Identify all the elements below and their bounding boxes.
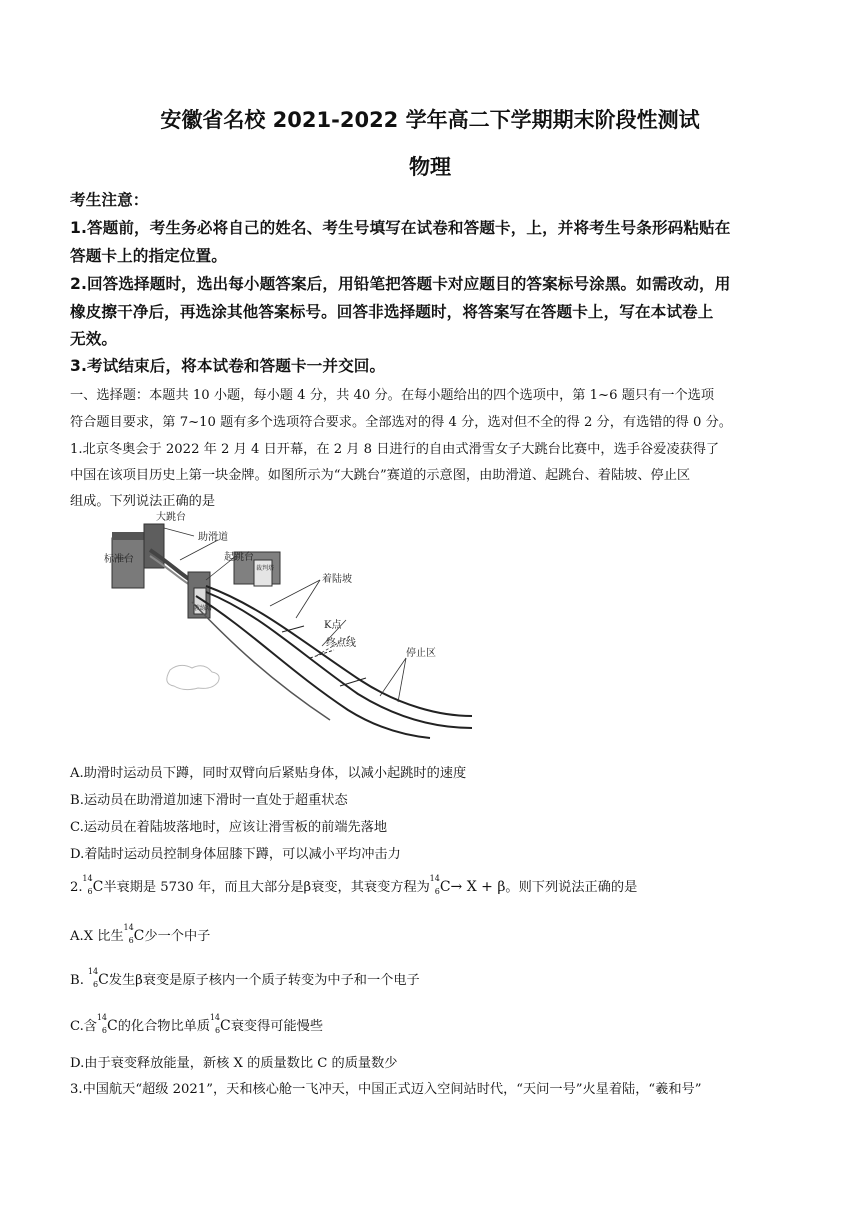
label-takeoff: 起跳台 [224,552,254,563]
isotope-c14: 14 6 [429,874,440,896]
label-tower: 标准台 [104,554,134,565]
notice-line-3: 2.回答选择题时，选出每小题答案后，用铅笔把答题卡对应题目的答案标号涂黑。如需改动，用 [70,275,731,293]
q1-option-d: D.着陆时运动员控制身体屈膝下蹲，可以减小平均冲击力 [70,847,401,862]
section-intro-1: 一、选择题：本题共 10 小题，每小题 4 分，共 40 分。在每小题给出的四个选项中，第 1~6 题只有一个选项 [70,388,715,403]
notice-line-5: 无效。 [70,330,118,348]
q1-option-b: B.运动员在助滑道加速下滑时一直处于超重状态 [70,793,348,808]
q1-stem-2: 中国在该项目历史上第一块金牌。如图所示为“大跳台”赛道的示意图，由助滑道、起跳台、着陆坡、停止区 [70,468,691,483]
q1-option-a: A.助滑时运动员下蹲，同时双臂向后紧贴身体，以减小起跳时的速度 [70,766,467,781]
notice-line-6: 3.考试结束后，将本试卷和答题卡一并交回。 [70,357,386,375]
q1-stem-3: 组成。下列说法正确的是 [70,494,216,509]
notice-line-1: 1.答题前，考生务必将自己的姓名、考生号填写在试卷和答题卡，上，并将考生号条形码粘贴在 [70,219,731,237]
notice-line-4: 橡皮擦干净后，再选涂其他答案标号。回答非选择题时，将答案写在答题卡上，写在本试卷上 [70,303,714,321]
label-k-point: K点 [324,620,342,631]
q3-stem: 3.中国航天“超级 2021”，天和核心舱一飞冲天，中国正式迈入空间站时代，“天问一号”火星着陆，“羲和号” [70,1082,702,1097]
q1-option-c: C.运动员在着陆坡落地时，应该让滑雪板的前端先落地 [70,820,388,835]
exam-subject: 物理 [409,155,451,179]
q2-option-c: C.含 14 6 C的化合物比单质 14 6 C衰变得可能慢些 [70,1013,324,1035]
q2-number: 2. [70,880,83,895]
q2-option-b: B. 14 6 C发生β衰变是原子核内一个质子转变为中子和一个电子 [70,967,420,989]
label-judges: 裁判塔 [256,565,275,572]
label-big-platform: 大跳台 [156,512,186,523]
notice-heading: 考生注意： [70,191,149,209]
q2-option-d: D.由于衰变释放能量，新核 X 的质量数比 C 的质量数少 [70,1056,398,1071]
section-intro-2: 符合题目要求，第 7~10 题有多个选项符合要求。全部选对的得 4 分，选对但不全的得 2 分，有选错的得 0 分。 [70,415,732,430]
q2-option-a: A.X 比生 14 6 C少一个中子 [70,923,211,945]
q1-stem-1: 1.北京冬奥会于 2022 年 2 月 4 日开幕，在 2 月 8 日进行的自由式滑雪女子大跳台比赛中，选手谷爱凌获得了 [70,442,720,457]
ski-jump-diagram [104,510,480,750]
q2-stem: 2. 14 6 C半衰期是 5730 年，而且大部分是β衰变，其衰变方程为 14 6 C→ X + β。则下列说法正确的是 [70,874,638,896]
isotope-c14: 14 6 [82,874,93,896]
label-coach: 教练塔 [194,605,213,612]
exam-title: 安徽省名校 2021-2022 学年高二下学期期末阶段性测试 [160,108,700,132]
label-landing: 着陆坡 [322,574,352,585]
label-finish: 终点线 [326,638,356,649]
notice-line-2: 答题卡上的指定位置。 [70,247,227,265]
label-run-in: 助滑道 [198,532,228,543]
label-stop: 停止区 [406,648,436,659]
